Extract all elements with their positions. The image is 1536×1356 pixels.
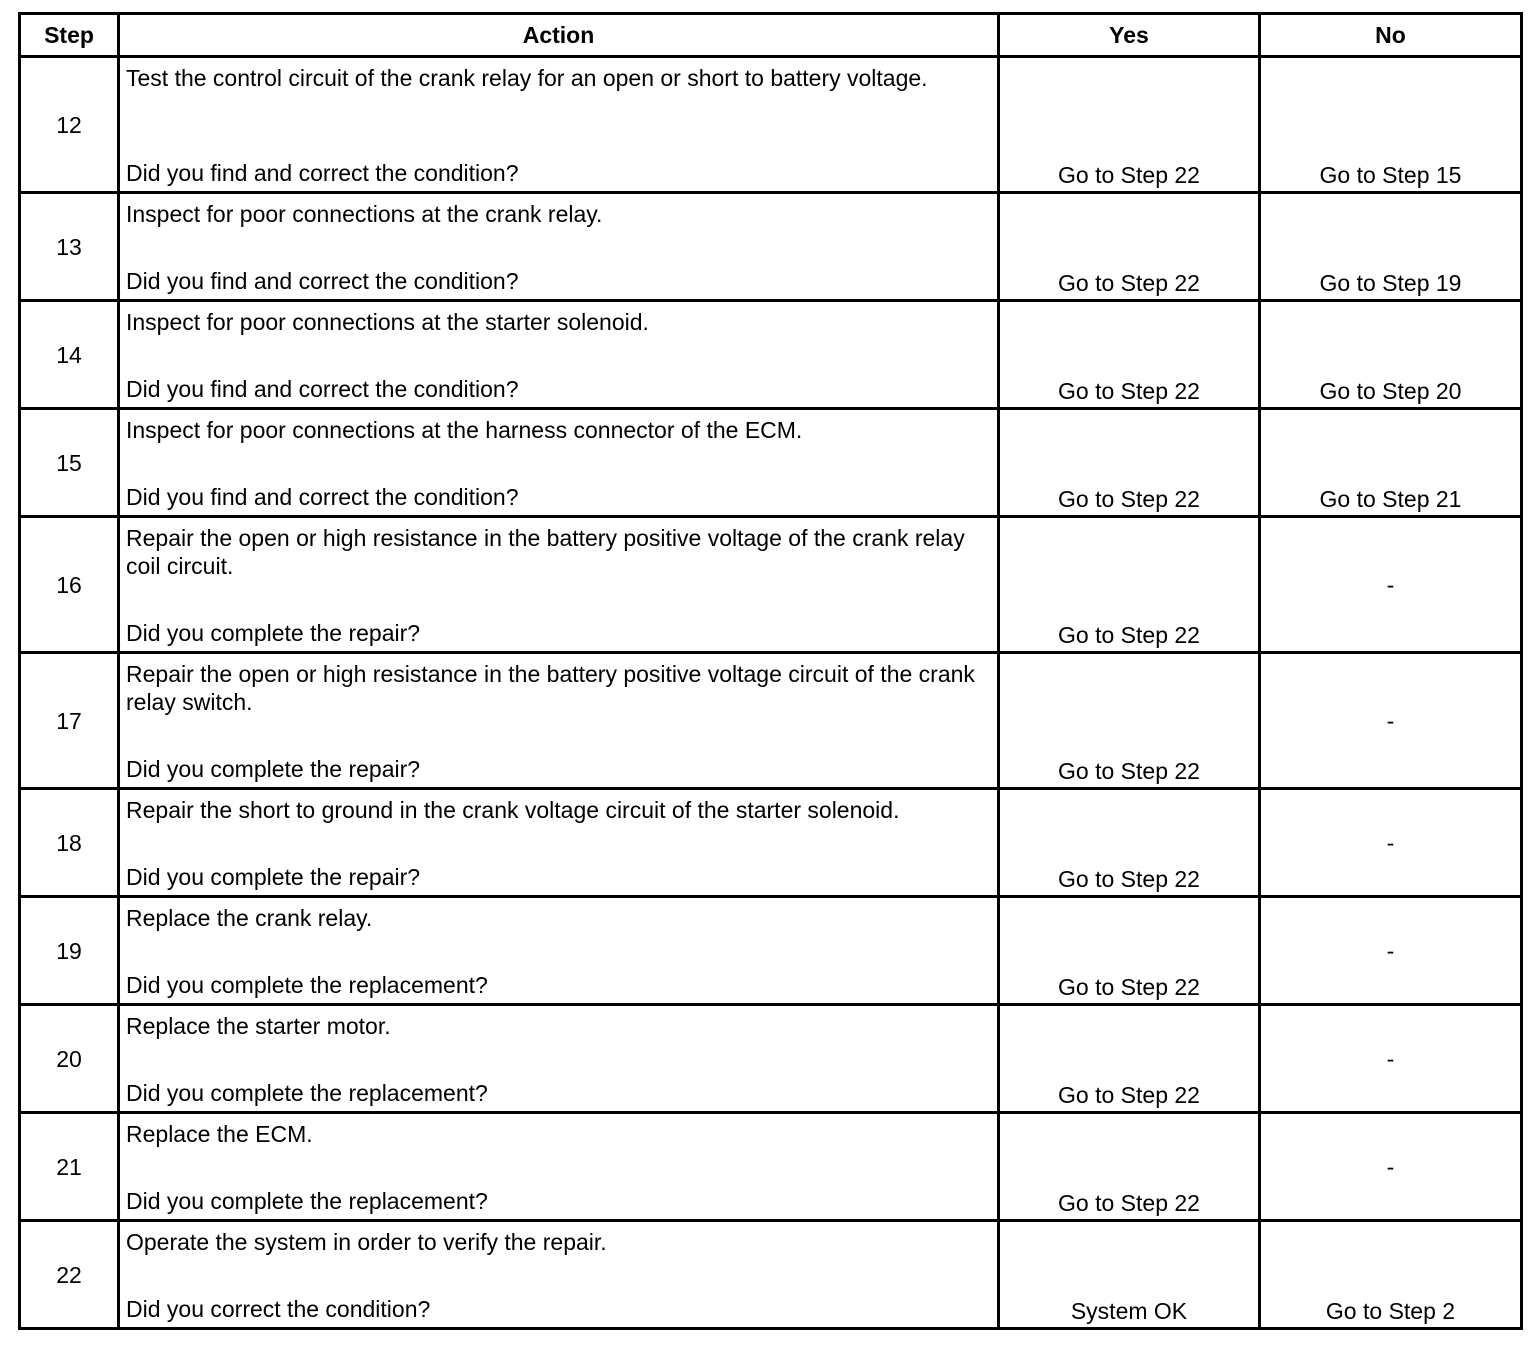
action-cell — [119, 789, 999, 897]
action-cell — [119, 897, 999, 1005]
no-result: Go to Step 15 — [1260, 57, 1522, 193]
no-result: - — [1260, 789, 1522, 897]
action-question: Did you complete the repair? — [126, 864, 421, 890]
header-step: Step — [20, 14, 119, 57]
action-question: Did you complete the replacement? — [126, 972, 488, 998]
action-cell — [119, 1113, 999, 1221]
table-row — [20, 193, 1522, 301]
yes-result: Go to Step 22 — [999, 517, 1260, 653]
action-cell — [119, 301, 999, 409]
action-instruction: Replace the crank relay. — [126, 905, 373, 931]
action-instruction: Repair the short to ground in the crank voltage circuit of the starter solenoid. — [126, 797, 900, 823]
action-instruction: Inspect for poor connections at the harness connector of the ECM. — [126, 417, 803, 443]
yes-result: Go to Step 22 — [999, 57, 1260, 193]
header-action: Action — [119, 14, 999, 57]
step-number: 20 — [20, 1005, 119, 1113]
action-instruction: Repair the open or high resistance in the battery positive voltage circuit of the crank relay switch. — [126, 661, 975, 715]
table-row — [20, 517, 1522, 653]
action-cell — [119, 57, 999, 193]
step-number: 18 — [20, 789, 119, 897]
step-number: 19 — [20, 897, 119, 1005]
yes-result: Go to Step 22 — [999, 409, 1260, 517]
action-instruction: Inspect for poor connections at the starter solenoid. — [126, 309, 649, 335]
no-result: Go to Step 19 — [1260, 193, 1522, 301]
action-question: Did you complete the repair? — [126, 756, 421, 782]
action-instruction: Replace the ECM. — [126, 1121, 313, 1147]
action-cell — [119, 1005, 999, 1113]
action-question: Did you correct the condition? — [126, 1296, 431, 1322]
action-instruction: Operate the system in order to verify the repair. — [126, 1229, 607, 1255]
action-instruction: Repair the open or high resistance in the battery positive voltage of the crank relay coil circuit. — [126, 525, 965, 579]
step-number: 12 — [20, 57, 119, 193]
header-no: No — [1260, 14, 1522, 57]
table-row — [20, 57, 1522, 193]
step-number: 13 — [20, 193, 119, 301]
yes-result: Go to Step 22 — [999, 789, 1260, 897]
action-cell — [119, 1221, 999, 1329]
no-result: - — [1260, 653, 1522, 789]
action-question: Did you find and correct the condition? — [126, 484, 519, 510]
yes-result: Go to Step 22 — [999, 301, 1260, 409]
action-cell — [119, 409, 999, 517]
step-number: 16 — [20, 517, 119, 653]
step-number: 14 — [20, 301, 119, 409]
table-row — [20, 789, 1522, 897]
table-row — [20, 1005, 1522, 1113]
no-result: Go to Step 2 — [1260, 1221, 1522, 1329]
action-instruction: Inspect for poor connections at the crank relay. — [126, 201, 603, 227]
yes-result: System OK — [999, 1221, 1260, 1329]
step-number: 21 — [20, 1113, 119, 1221]
table-row — [20, 1221, 1522, 1329]
no-result: - — [1260, 1113, 1522, 1221]
table-row — [20, 897, 1522, 1005]
yes-result: Go to Step 22 — [999, 897, 1260, 1005]
yes-result: Go to Step 22 — [999, 1005, 1260, 1113]
table-row — [20, 653, 1522, 789]
table-row — [20, 1113, 1522, 1221]
action-question: Did you complete the replacement? — [126, 1188, 488, 1214]
no-result: - — [1260, 517, 1522, 653]
header-row — [20, 14, 1522, 57]
action-question: Did you complete the replacement? — [126, 1080, 488, 1106]
no-result: - — [1260, 1005, 1522, 1113]
yes-result: Go to Step 22 — [999, 193, 1260, 301]
action-instruction: Test the control circuit of the crank relay for an open or short to battery voltage. — [126, 65, 928, 91]
action-question: Did you find and correct the condition? — [126, 268, 519, 294]
action-cell — [119, 517, 999, 653]
yes-result: Go to Step 22 — [999, 1113, 1260, 1221]
no-result: Go to Step 20 — [1260, 301, 1522, 409]
no-result: Go to Step 21 — [1260, 409, 1522, 517]
step-number: 17 — [20, 653, 119, 789]
action-question: Did you find and correct the condition? — [126, 160, 519, 186]
action-instruction: Replace the starter motor. — [126, 1013, 391, 1039]
step-number: 15 — [20, 409, 119, 517]
diagnostic-table — [18, 12, 1523, 1330]
action-question: Did you complete the repair? — [126, 620, 421, 646]
yes-result: Go to Step 22 — [999, 653, 1260, 789]
table-row — [20, 409, 1522, 517]
step-number: 22 — [20, 1221, 119, 1329]
no-result: - — [1260, 897, 1522, 1005]
action-cell — [119, 653, 999, 789]
header-yes: Yes — [999, 14, 1260, 57]
action-cell — [119, 193, 999, 301]
table-row — [20, 301, 1522, 409]
action-question: Did you find and correct the condition? — [126, 376, 519, 402]
